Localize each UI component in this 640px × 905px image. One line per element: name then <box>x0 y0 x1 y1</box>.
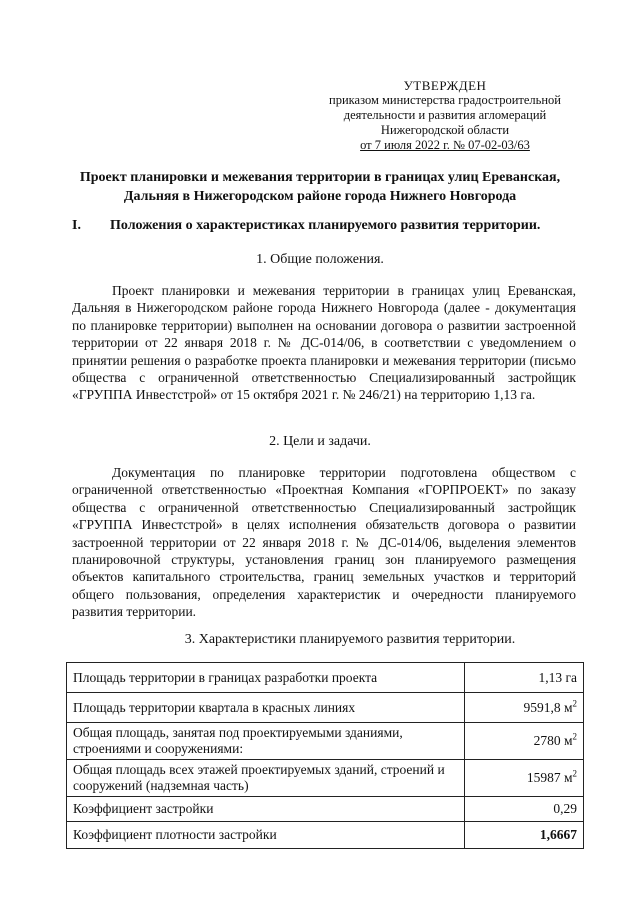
table-cell-label: Площадь территории в границах разработки проекта <box>67 663 465 693</box>
characteristics-table <box>66 662 584 849</box>
table-row <box>67 663 584 693</box>
section-number: I. <box>72 218 81 233</box>
table-cell-label: Площадь территории квартала в красных линиях <box>67 693 465 723</box>
table-row <box>67 797 584 822</box>
table-cell-value: 9591,8 $м^2$ <box>465 693 584 723</box>
paragraph-goals: Документация по планировке территории подготовлена обществом с ограниченной ответственностью «Проектная Компания «ГОРПРОЕКТ» по заказу общества с ограниченной ответственностью Специализированный застройщик «ГРУППА Инвестстрой» в целях исполнения обязательств договора о развитии застроенной территории от 22 января 2018 г. № ДС-014/06, выделения элементов планировочной структуры, установления границ зон планируемого размещения объектов капитального строительства, границ земельных участков и территорий общего пользования, определения характеристик и очередности планируемого развития территории. <box>72 465 576 620</box>
document-title-line: Дальняя в Нижегородском районе города Нижнего Новгорода <box>123 189 517 204</box>
table-row <box>67 822 584 849</box>
table-cell-label: Коэффициент застройки <box>67 797 465 822</box>
section-heading <box>72 217 592 235</box>
table-cell-label: Коэффициент плотности застройки <box>67 822 465 849</box>
table-cell-label: Общая площадь, занятая под проектируемыми зданиями, строениями и сооружениями: <box>67 723 465 760</box>
approval-heading: УТВЕРЖДЕН <box>403 78 487 93</box>
table-cell-value: 1,13 га <box>465 663 584 693</box>
subsection-heading-characteristics: 3. Характеристики планируемого развития территории. <box>184 632 516 647</box>
subsection-heading-goals: 2. Цели и задачи. <box>269 434 371 449</box>
approval-stamp <box>300 78 590 153</box>
table-cell-value: 0,29 <box>465 797 584 822</box>
table-cell-value: 2780 $м^2$ <box>465 723 584 760</box>
approval-line: Нижегородской области <box>380 123 510 137</box>
subsection-heading-general: 1. Общие положения. <box>256 252 384 267</box>
document-title <box>60 168 580 206</box>
document-title-line: Проект планировки и межевания территории в границах улиц Ереванская, <box>79 170 561 185</box>
approval-line: приказом министерства градостроительной <box>329 93 561 107</box>
table-row <box>67 723 584 760</box>
approval-line: деятельности и развития агломераций <box>343 108 547 122</box>
paragraph-general: Проект планировки и межевания территории в границах улиц Ереванская, Дальняя в Нижегородском районе города Нижнего Новгорода (далее - документация по планировке территории) выполнен на основании договора о развитии застроенной территории от 22 января 2018 г. № ДС-014/06, в соответствии с уведомлением о принятии решения о разработке проекта планировки и межевания территории (письмо общества с ограниченной ответственностью Специализированный застройщик «ГРУППА Инвестстрой» от 15 октября 2021 г. № 246/21) на территорию 1,13 га. <box>72 283 576 403</box>
table-cell-value: 15987 $м^2$ <box>465 760 584 797</box>
approval-date-line: от 7 июля 2022 г. № 07-02-03/63 <box>360 138 530 152</box>
table-row <box>67 693 584 723</box>
section-title: Положения о характеристиках планируемого развития территории. <box>110 218 541 233</box>
table-row <box>67 760 584 797</box>
table-cell-value: 1,6667 <box>465 822 584 849</box>
table-cell-label: Общая площадь всех этажей проектируемых зданий, строений и сооружений (надземная часть) <box>67 760 465 797</box>
